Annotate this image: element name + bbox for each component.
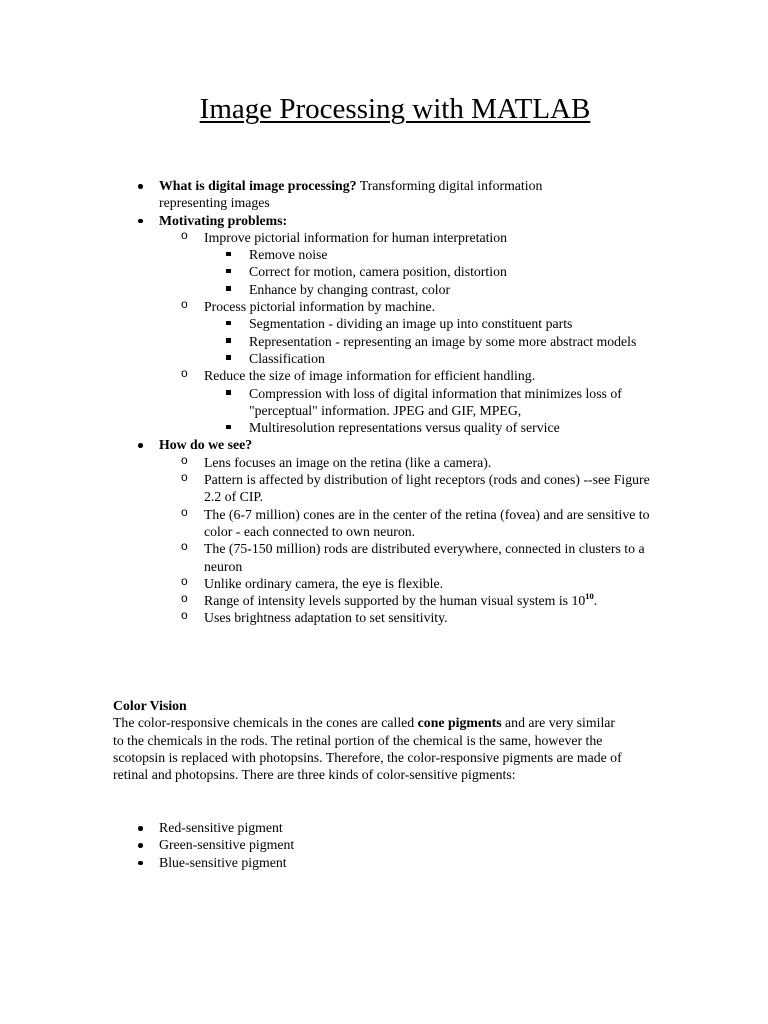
sub-item-text: Improve pictorial information for human interpretation [204, 229, 508, 245]
section-paragraph [113, 714, 628, 783]
pigment-item: Blue-sensitive pigment [0, 854, 589, 871]
sub-item: o Uses brightness adaptation to set sensitivity. [0, 609, 664, 626]
pigment-list [0, 819, 768, 871]
sub-item [0, 592, 664, 609]
sub-item-text: Reduce the size of image information for efficient handling. [204, 368, 536, 384]
sub-item: o The (75-150 million) rods are distributed everywhere, connected in clusters to a neuron [0, 540, 664, 575]
sub-item [0, 367, 654, 436]
list-item [0, 177, 589, 212]
color-vision-section [113, 697, 628, 783]
detail-list [0, 315, 654, 367]
pigment-item: Green-sensitive pigment [0, 836, 589, 853]
question-lead: How do we see? [159, 437, 253, 453]
sub-item: o Lens focuses an image on the retina (like a camera). [0, 454, 664, 471]
question-text: Transforming digital information representing images [159, 178, 543, 211]
range-end: . [593, 593, 598, 609]
sub-list [0, 229, 637, 437]
detail-item: Multiresolution representations versus quality of service [0, 419, 639, 436]
question-lead: Motivating problems: [159, 212, 288, 228]
range-text: Range of intensity levels supported by the human visual system is 10 [204, 593, 586, 609]
sub-item [0, 298, 654, 367]
question-lead: What is digital image processing? [159, 178, 357, 193]
list-item [0, 436, 650, 626]
detail-item: Representation - representing an image by some more abstract models [0, 333, 639, 350]
detail-list [0, 385, 654, 437]
detail-item: Enhance by changing contrast, color [0, 281, 639, 298]
detail-item: Remove noise [0, 246, 639, 263]
sub-list [0, 454, 650, 627]
paragraph-end: and are very similar to the chemicals in the rods. The retinal portion of the chemical is the same, however the scotopsin is replaced with photopsins. Therefore, the color-responsive pigments are made of retinal and photopsins. There are three kinds of color-sensitive pigments: [113, 715, 622, 783]
sub-item: o Unlike ordinary camera, the eye is flexible. [0, 575, 664, 592]
exponent: 10 [585, 591, 594, 602]
sub-item [0, 229, 654, 298]
detail-item: Classification [0, 350, 639, 367]
pigment-item: Red-sensitive pigment [0, 819, 589, 836]
outline [0, 177, 768, 627]
page-title: Image Processing with MATLAB [199, 93, 591, 125]
list-item [0, 212, 637, 437]
paragraph-start: The color-responsive chemicals in the cones are called [113, 715, 418, 731]
detail-list [0, 246, 654, 298]
section-heading: Color Vision [113, 698, 187, 713]
detail-item: Segmentation - dividing an image up into constituent parts [0, 315, 639, 332]
sub-item-text: Process pictorial information by machine. [204, 299, 436, 315]
sub-item: o The (6-7 million) cones are in the center of the retina (fovea) and are sensitive to color - each connected to own neuron. [0, 506, 664, 541]
paragraph-bold: cone pigments [417, 715, 502, 731]
detail-item: Compression with loss of digital information that minimizes loss of "perceptual" information. JPEG and GIF, MPEG, [0, 385, 639, 420]
sub-item: o Pattern is affected by distribution of light receptors (rods and cones) --see Figure 2.2 of CIP. [0, 471, 664, 506]
detail-item: Correct for motion, camera position, distortion [0, 263, 639, 280]
outline-list [0, 177, 768, 627]
